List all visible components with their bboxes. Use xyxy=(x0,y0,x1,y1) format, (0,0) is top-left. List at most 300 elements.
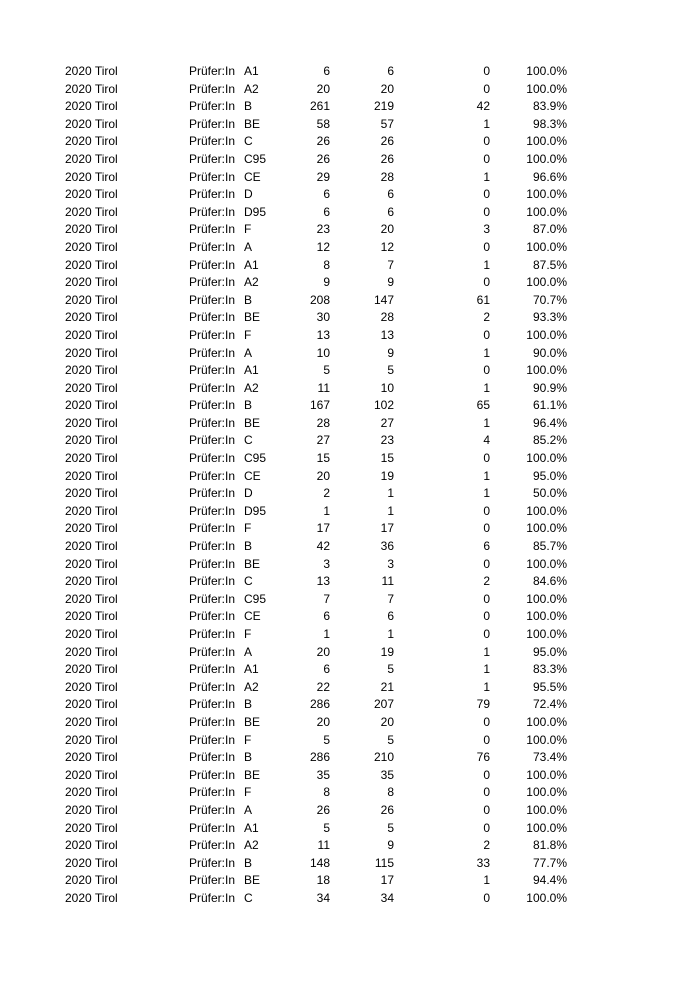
failed-cell: 0 xyxy=(483,802,490,817)
failed-cell: 0 xyxy=(483,890,490,905)
license-class-cell: F xyxy=(244,732,252,747)
failed-cell: 0 xyxy=(483,521,490,536)
table-row xyxy=(0,186,700,204)
role-cell: Prüfer:In xyxy=(189,292,236,307)
license-class-cell: A1 xyxy=(244,257,259,272)
table-row xyxy=(0,116,700,134)
passed-cell: 13 xyxy=(380,327,394,342)
passed-cell: 219 xyxy=(373,99,394,114)
failed-cell: 61 xyxy=(476,292,490,307)
table-row xyxy=(0,679,700,697)
failed-cell: 0 xyxy=(483,64,490,78)
failed-cell: 0 xyxy=(483,151,490,166)
license-class-cell: BE xyxy=(244,767,261,782)
table-row xyxy=(0,538,700,556)
pass-rate-cell: 83.3% xyxy=(532,662,567,677)
total-cell: 1 xyxy=(323,627,330,641)
failed-cell: 0 xyxy=(483,275,490,290)
table-row xyxy=(0,362,700,380)
table-row xyxy=(0,133,700,151)
role-cell: Prüfer:In xyxy=(189,820,236,835)
license-class-cell: F xyxy=(244,521,252,536)
region-cell: 2020 Tirol xyxy=(65,222,118,237)
failed-cell: 1 xyxy=(483,679,490,694)
role-cell: Prüfer:In xyxy=(189,415,236,430)
license-class-cell: A xyxy=(244,345,253,360)
pass-rate-cell: 93.3% xyxy=(532,310,567,325)
table-row xyxy=(0,485,700,503)
region-cell: 2020 Tirol xyxy=(65,451,118,466)
table-row xyxy=(0,468,700,486)
pass-rate-cell: 70.7% xyxy=(532,292,567,307)
license-class-cell: A2 xyxy=(244,380,259,395)
pass-rate-cell: 96.4% xyxy=(532,415,567,430)
total-cell: 6 xyxy=(323,204,330,219)
role-cell: Prüfer:In xyxy=(189,521,236,536)
pass-rate-cell: 100.0% xyxy=(526,151,567,166)
table-row xyxy=(0,397,700,415)
passed-cell: 8 xyxy=(387,785,394,800)
pass-rate-cell: 100.0% xyxy=(526,134,567,149)
license-class-cell: A xyxy=(244,802,253,817)
total-cell: 3 xyxy=(323,556,330,571)
role-cell: Prüfer:In xyxy=(189,785,236,800)
table-row xyxy=(0,837,700,855)
total-cell: 42 xyxy=(316,539,330,554)
license-class-cell: F xyxy=(244,222,252,237)
role-cell: Prüfer:In xyxy=(189,451,236,466)
table-row xyxy=(0,749,700,767)
table-row xyxy=(0,415,700,433)
table-row xyxy=(0,626,700,644)
passed-cell: 34 xyxy=(380,890,394,905)
total-cell: 23 xyxy=(316,222,330,237)
total-cell: 5 xyxy=(323,363,330,378)
region-cell: 2020 Tirol xyxy=(65,81,118,96)
table-row xyxy=(0,696,700,714)
passed-cell: 35 xyxy=(380,767,394,782)
table-row xyxy=(0,644,700,662)
region-cell: 2020 Tirol xyxy=(65,591,118,606)
license-class-cell: B xyxy=(244,292,253,307)
license-class-cell: D95 xyxy=(244,204,267,219)
failed-cell: 1 xyxy=(483,116,490,131)
passed-cell: 20 xyxy=(380,222,394,237)
pass-rate-cell: 98.3% xyxy=(532,116,567,131)
pass-rate-cell: 100.0% xyxy=(526,64,567,78)
table-row xyxy=(0,151,700,169)
failed-cell: 65 xyxy=(476,398,490,413)
failed-cell: 2 xyxy=(483,838,490,853)
license-class-cell: C xyxy=(244,890,253,905)
table-row xyxy=(0,309,700,327)
table-row xyxy=(0,257,700,275)
role-cell: Prüfer:In xyxy=(189,468,236,483)
role-cell: Prüfer:In xyxy=(189,204,236,219)
role-cell: Prüfer:In xyxy=(189,486,236,501)
pass-rate-cell: 73.4% xyxy=(532,750,567,765)
table-row xyxy=(0,767,700,785)
passed-cell: 19 xyxy=(380,644,394,659)
pass-rate-cell: 85.2% xyxy=(532,433,567,448)
passed-cell: 1 xyxy=(387,627,394,641)
role-cell: Prüfer:In xyxy=(189,838,236,853)
pass-rate-cell: 100.0% xyxy=(526,556,567,571)
region-cell: 2020 Tirol xyxy=(65,679,118,694)
role-cell: Prüfer:In xyxy=(189,503,236,518)
total-cell: 58 xyxy=(316,116,330,131)
pass-rate-cell: 100.0% xyxy=(526,521,567,536)
failed-cell: 0 xyxy=(483,204,490,219)
region-cell: 2020 Tirol xyxy=(65,380,118,395)
pass-rate-cell: 100.0% xyxy=(526,451,567,466)
table-row xyxy=(0,591,700,609)
total-cell: 208 xyxy=(309,292,330,307)
region-cell: 2020 Tirol xyxy=(65,802,118,817)
pass-rate-cell: 95.5% xyxy=(532,679,567,694)
passed-cell: 9 xyxy=(387,838,394,853)
pass-rate-cell: 90.9% xyxy=(532,380,567,395)
total-cell: 20 xyxy=(316,81,330,96)
total-cell: 6 xyxy=(323,64,330,78)
table-row xyxy=(0,855,700,873)
table-row xyxy=(0,608,700,626)
region-cell: 2020 Tirol xyxy=(65,714,118,729)
license-class-cell: F xyxy=(244,785,252,800)
license-class-cell: C95 xyxy=(244,591,267,606)
region-cell: 2020 Tirol xyxy=(65,433,118,448)
license-class-cell: CE xyxy=(244,468,261,483)
region-cell: 2020 Tirol xyxy=(65,855,118,870)
pass-rate-cell: 100.0% xyxy=(526,81,567,96)
total-cell: 20 xyxy=(316,644,330,659)
total-cell: 26 xyxy=(316,802,330,817)
total-cell: 11 xyxy=(317,380,330,395)
table-row xyxy=(0,274,700,292)
passed-cell: 210 xyxy=(373,750,394,765)
total-cell: 27 xyxy=(316,433,330,448)
table-row xyxy=(0,714,700,732)
license-class-cell: C95 xyxy=(244,151,267,166)
total-cell: 20 xyxy=(316,468,330,483)
passed-cell: 5 xyxy=(387,732,394,747)
failed-cell: 0 xyxy=(483,239,490,254)
total-cell: 5 xyxy=(323,732,330,747)
total-cell: 11 xyxy=(317,838,330,853)
pass-rate-cell: 100.0% xyxy=(526,732,567,747)
failed-cell: 0 xyxy=(483,503,490,518)
region-cell: 2020 Tirol xyxy=(65,116,118,131)
total-cell: 34 xyxy=(316,890,330,905)
passed-cell: 1 xyxy=(387,503,394,518)
table-row xyxy=(0,81,700,99)
total-cell: 1 xyxy=(323,503,330,518)
role-cell: Prüfer:In xyxy=(189,433,236,448)
passed-cell: 11 xyxy=(381,574,394,589)
total-cell: 261 xyxy=(309,99,330,114)
passed-cell: 207 xyxy=(373,697,394,712)
total-cell: 7 xyxy=(323,591,330,606)
pass-rate-cell: 100.0% xyxy=(526,327,567,342)
region-cell: 2020 Tirol xyxy=(65,890,118,905)
region-cell: 2020 Tirol xyxy=(65,187,118,202)
failed-cell: 0 xyxy=(483,785,490,800)
passed-cell: 1 xyxy=(387,486,394,501)
license-class-cell: F xyxy=(244,327,252,342)
role-cell: Prüfer:In xyxy=(189,714,236,729)
table-row xyxy=(0,169,700,187)
region-cell: 2020 Tirol xyxy=(65,644,118,659)
failed-cell: 1 xyxy=(483,468,490,483)
role-cell: Prüfer:In xyxy=(189,310,236,325)
total-cell: 8 xyxy=(323,257,330,272)
passed-cell: 7 xyxy=(387,257,394,272)
license-class-cell: A xyxy=(244,644,253,659)
region-cell: 2020 Tirol xyxy=(65,767,118,782)
passed-cell: 20 xyxy=(380,81,394,96)
license-class-cell: D xyxy=(244,187,253,202)
passed-cell: 7 xyxy=(387,591,394,606)
license-class-cell: BE xyxy=(244,310,261,325)
region-cell: 2020 Tirol xyxy=(65,556,118,571)
passed-cell: 5 xyxy=(387,662,394,677)
role-cell: Prüfer:In xyxy=(189,679,236,694)
region-cell: 2020 Tirol xyxy=(65,275,118,290)
total-cell: 13 xyxy=(316,327,330,342)
table-row xyxy=(0,327,700,345)
region-cell: 2020 Tirol xyxy=(65,820,118,835)
table-row xyxy=(0,872,700,890)
failed-cell: 1 xyxy=(483,415,490,430)
passed-cell: 6 xyxy=(387,64,394,78)
license-class-cell: BE xyxy=(244,415,261,430)
table-row xyxy=(0,380,700,398)
total-cell: 30 xyxy=(316,310,330,325)
failed-cell: 0 xyxy=(483,327,490,342)
role-cell: Prüfer:In xyxy=(189,398,236,413)
license-class-cell: A1 xyxy=(244,662,259,677)
total-cell: 13 xyxy=(316,574,330,589)
table-row xyxy=(0,556,700,574)
total-cell: 26 xyxy=(316,151,330,166)
total-cell: 2 xyxy=(323,486,330,501)
failed-cell: 0 xyxy=(483,556,490,571)
table-row xyxy=(0,204,700,222)
region-cell: 2020 Tirol xyxy=(65,292,118,307)
total-cell: 15 xyxy=(316,451,330,466)
license-class-cell: C xyxy=(244,574,253,589)
passed-cell: 28 xyxy=(380,310,394,325)
license-class-cell: B xyxy=(244,697,253,712)
total-cell: 26 xyxy=(316,134,330,149)
table-row xyxy=(0,802,700,820)
failed-cell: 42 xyxy=(476,99,490,114)
passed-cell: 15 xyxy=(380,451,394,466)
total-cell: 286 xyxy=(309,697,330,712)
total-cell: 9 xyxy=(323,275,330,290)
pass-rate-cell: 100.0% xyxy=(526,714,567,729)
data-table xyxy=(0,63,700,908)
passed-cell: 26 xyxy=(380,802,394,817)
region-cell: 2020 Tirol xyxy=(65,151,118,166)
total-cell: 17 xyxy=(316,521,330,536)
table-row xyxy=(0,98,700,116)
failed-cell: 0 xyxy=(483,134,490,149)
license-class-cell: A2 xyxy=(244,838,259,853)
table-row xyxy=(0,292,700,310)
region-cell: 2020 Tirol xyxy=(65,662,118,677)
failed-cell: 79 xyxy=(476,697,490,712)
role-cell: Prüfer:In xyxy=(189,327,236,342)
role-cell: Prüfer:In xyxy=(189,187,236,202)
pass-rate-cell: 96.6% xyxy=(532,169,567,184)
license-class-cell: F xyxy=(244,627,252,641)
role-cell: Prüfer:In xyxy=(189,855,236,870)
passed-cell: 12 xyxy=(380,239,394,254)
total-cell: 148 xyxy=(309,855,330,870)
role-cell: Prüfer:In xyxy=(189,662,236,677)
pass-rate-cell: 87.5% xyxy=(532,257,567,272)
passed-cell: 10 xyxy=(380,380,394,395)
failed-cell: 76 xyxy=(476,750,490,765)
role-cell: Prüfer:In xyxy=(189,539,236,554)
passed-cell: 17 xyxy=(380,873,394,888)
failed-cell: 0 xyxy=(483,187,490,202)
role-cell: Prüfer:In xyxy=(189,556,236,571)
passed-cell: 147 xyxy=(373,292,394,307)
table-row xyxy=(0,573,700,591)
region-cell: 2020 Tirol xyxy=(65,398,118,413)
role-cell: Prüfer:In xyxy=(189,134,236,149)
pass-rate-cell: 100.0% xyxy=(526,609,567,624)
table-row xyxy=(0,345,700,363)
failed-cell: 0 xyxy=(483,820,490,835)
region-cell: 2020 Tirol xyxy=(65,750,118,765)
region-cell: 2020 Tirol xyxy=(65,64,118,78)
region-cell: 2020 Tirol xyxy=(65,204,118,219)
region-cell: 2020 Tirol xyxy=(65,310,118,325)
role-cell: Prüfer:In xyxy=(189,64,236,78)
license-class-cell: BE xyxy=(244,873,261,888)
table-row xyxy=(0,221,700,239)
total-cell: 5 xyxy=(323,820,330,835)
role-cell: Prüfer:In xyxy=(189,257,236,272)
failed-cell: 4 xyxy=(483,433,490,448)
passed-cell: 5 xyxy=(387,820,394,835)
pass-rate-cell: 84.6% xyxy=(532,574,567,589)
pass-rate-cell: 61.1% xyxy=(532,398,567,413)
failed-cell: 1 xyxy=(483,345,490,360)
table-row xyxy=(0,450,700,468)
license-class-cell: A2 xyxy=(244,679,259,694)
pass-rate-cell: 100.0% xyxy=(526,187,567,202)
failed-cell: 2 xyxy=(483,310,490,325)
license-class-cell: B xyxy=(244,99,253,114)
license-class-cell: CE xyxy=(244,169,261,184)
region-cell: 2020 Tirol xyxy=(65,99,118,114)
pass-rate-cell: 95.0% xyxy=(532,468,567,483)
passed-cell: 36 xyxy=(380,539,394,554)
table-row xyxy=(0,239,700,257)
total-cell: 286 xyxy=(309,750,330,765)
passed-cell: 19 xyxy=(380,468,394,483)
region-cell: 2020 Tirol xyxy=(65,539,118,554)
passed-cell: 115 xyxy=(374,855,394,870)
pass-rate-cell: 94.4% xyxy=(532,873,567,888)
role-cell: Prüfer:In xyxy=(189,363,236,378)
failed-cell: 1 xyxy=(483,257,490,272)
failed-cell: 1 xyxy=(483,644,490,659)
role-cell: Prüfer:In xyxy=(189,627,236,641)
failed-cell: 0 xyxy=(483,714,490,729)
role-cell: Prüfer:In xyxy=(189,81,236,96)
role-cell: Prüfer:In xyxy=(189,345,236,360)
region-cell: 2020 Tirol xyxy=(65,415,118,430)
total-cell: 6 xyxy=(323,187,330,202)
region-cell: 2020 Tirol xyxy=(65,627,118,641)
region-cell: 2020 Tirol xyxy=(65,363,118,378)
passed-cell: 5 xyxy=(387,363,394,378)
license-class-cell: B xyxy=(244,539,253,554)
failed-cell: 1 xyxy=(483,486,490,501)
pass-rate-cell: 100.0% xyxy=(526,820,567,835)
role-cell: Prüfer:In xyxy=(189,873,236,888)
pass-rate-cell: 100.0% xyxy=(526,275,567,290)
total-cell: 6 xyxy=(323,662,330,677)
region-cell: 2020 Tirol xyxy=(65,257,118,272)
role-cell: Prüfer:In xyxy=(189,151,236,166)
table-row xyxy=(0,661,700,679)
region-cell: 2020 Tirol xyxy=(65,327,118,342)
total-cell: 28 xyxy=(316,415,330,430)
region-cell: 2020 Tirol xyxy=(65,785,118,800)
role-cell: Prüfer:In xyxy=(189,222,236,237)
role-cell: Prüfer:In xyxy=(189,380,236,395)
passed-cell: 26 xyxy=(380,151,394,166)
total-cell: 10 xyxy=(316,345,330,360)
region-cell: 2020 Tirol xyxy=(65,169,118,184)
role-cell: Prüfer:In xyxy=(189,802,236,817)
failed-cell: 0 xyxy=(483,609,490,624)
region-cell: 2020 Tirol xyxy=(65,345,118,360)
pass-rate-cell: 100.0% xyxy=(526,239,567,254)
failed-cell: 3 xyxy=(483,222,490,237)
passed-cell: 9 xyxy=(387,275,394,290)
failed-cell: 0 xyxy=(483,451,490,466)
pass-rate-cell: 100.0% xyxy=(526,503,567,518)
passed-cell: 6 xyxy=(387,204,394,219)
total-cell: 20 xyxy=(316,714,330,729)
failed-cell: 0 xyxy=(483,627,490,641)
pass-rate-cell: 77.7% xyxy=(532,855,567,870)
table-row xyxy=(0,63,700,81)
passed-cell: 26 xyxy=(380,134,394,149)
role-cell: Prüfer:In xyxy=(189,574,236,589)
pass-rate-cell: 100.0% xyxy=(526,204,567,219)
failed-cell: 6 xyxy=(483,539,490,554)
license-class-cell: D95 xyxy=(244,503,267,518)
role-cell: Prüfer:In xyxy=(189,767,236,782)
failed-cell: 0 xyxy=(483,363,490,378)
region-cell: 2020 Tirol xyxy=(65,503,118,518)
license-class-cell: A2 xyxy=(244,81,259,96)
passed-cell: 17 xyxy=(380,521,394,536)
role-cell: Prüfer:In xyxy=(189,239,236,254)
pass-rate-cell: 100.0% xyxy=(526,767,567,782)
failed-cell: 1 xyxy=(483,169,490,184)
table-row xyxy=(0,503,700,521)
failed-cell: 0 xyxy=(483,81,490,96)
